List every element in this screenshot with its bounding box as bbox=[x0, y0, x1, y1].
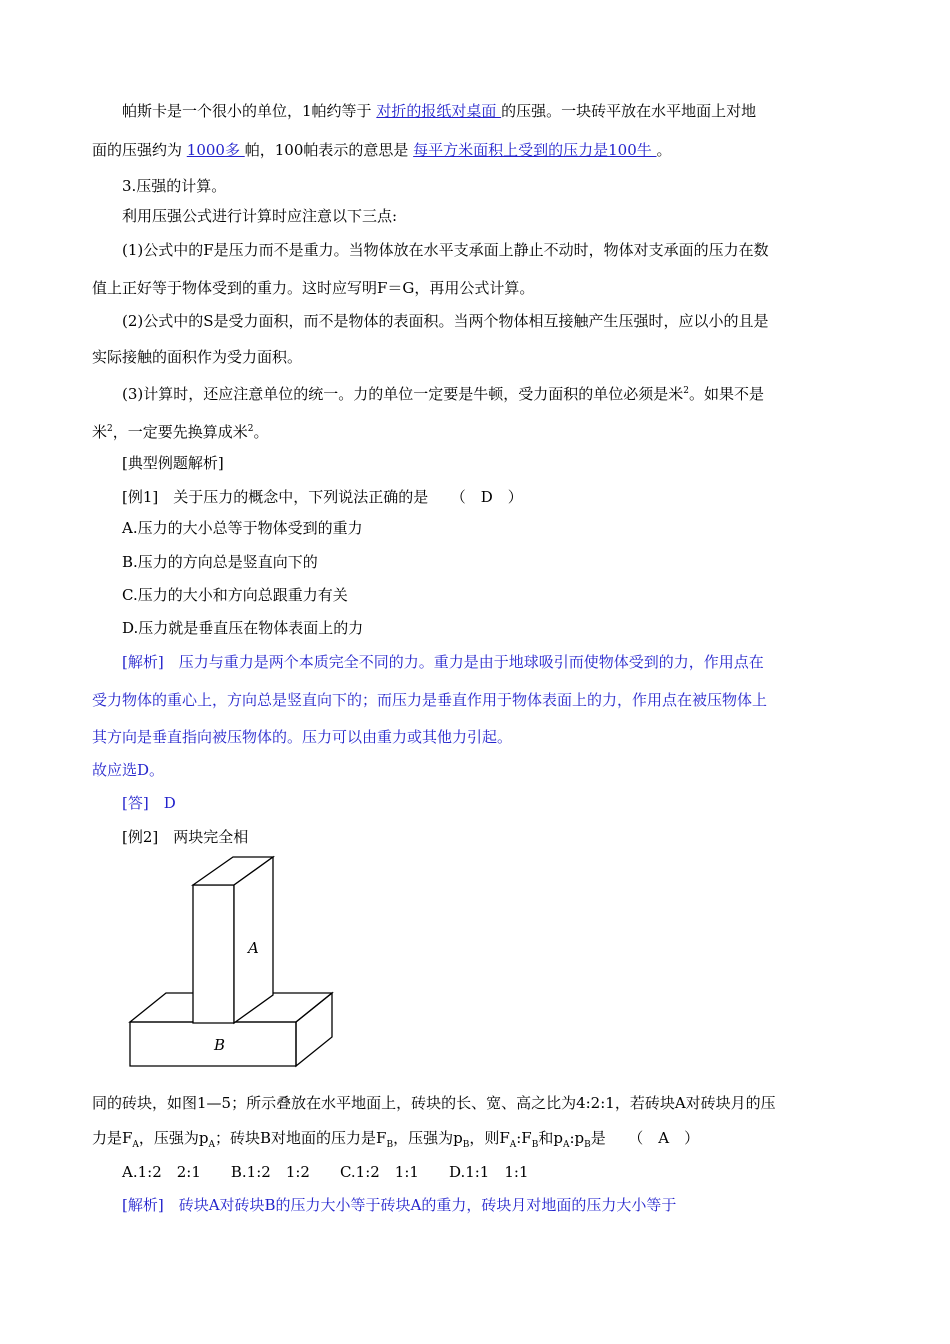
note1-line1: (1)公式中的F是压力而不是重力。当物体放在水平支承面上静止不动时，物体对支承面的压力在数 bbox=[122, 241, 769, 259]
example1-analysis-line1: [解析] 压力与重力是两个本质完全不同的力。重力是由于地球吸引而使物体受到的力，作用点在 bbox=[122, 653, 764, 671]
note2-line2: 实际接触的面积作为受力面积。 bbox=[92, 348, 303, 366]
example2-question-line2: 力是$F_A$，压强为$p_A$；砖块B对地面的压力是$F_B$，压强为$p_B$，则$F_A:F_B$和$p_A:p_B$是 （ A ） bbox=[92, 1129, 700, 1150]
example1-question: [例1] 关于压力的概念中，下列说法正确的是 （ D ） bbox=[122, 488, 523, 506]
note3-line2: 米$^2$，一定要先换算成米$^2$。 bbox=[92, 423, 269, 441]
example2-question-line1: 同的砖块，如图1—5；所示叠放在水平地面上，砖块的长、宽、高之比为4:2:1，若砖块A对砖块月的压 bbox=[92, 1094, 776, 1112]
note2-line1: (2)公式中的S是受力面积，而不是物体的表面积。当两个物体相互接触产生压强时，应以小的且是 bbox=[122, 312, 769, 330]
example1-option-a: A.压力的大小总等于物体受到的重力 bbox=[122, 519, 363, 537]
answer-blank-2: 1000多 bbox=[186, 141, 245, 159]
answer-blank-1: 对折的报纸对桌面 bbox=[376, 102, 502, 120]
example1-option-d: D.压力就是垂直压在物体表面上的力 bbox=[122, 619, 364, 637]
label-a: A bbox=[248, 939, 259, 957]
intro-text: 利用压强公式进行计算时应注意以下三点: bbox=[122, 207, 398, 225]
brick-b-front bbox=[130, 1022, 296, 1066]
paragraph-pascal-line1: 帕斯卡是一个很小的单位，1帕约等于 对折的报纸对桌面 的压强。一块砖平放在水平地面上对地 bbox=[122, 102, 757, 120]
example2-analysis: [解析] 砖块A对砖块B的压力大小等于砖块A的重力，砖块月对地面的压力大小等于 bbox=[122, 1196, 677, 1214]
section-heading-3: 3.压强的计算。 bbox=[122, 177, 227, 195]
examples-heading: [典型例题解析] bbox=[122, 454, 224, 472]
brick-diagram bbox=[118, 852, 338, 1076]
example1-conclusion: 故应选D。 bbox=[92, 761, 165, 779]
label-b: B bbox=[214, 1036, 226, 1054]
brick-a-front bbox=[193, 885, 234, 1023]
example2-question-start: [例2] 两块完全相 bbox=[122, 828, 249, 846]
example1-analysis-line2: 受力物体的重心上，方向总是竖直向下的；而压力是垂直作用于物体表面上的力，作用点在被压物体上 bbox=[92, 691, 768, 709]
example1-option-b: B.压力的方向总是竖直向下的 bbox=[122, 553, 318, 571]
note3-line1: (3)计算时，还应注意单位的统一。力的单位一定要是牛顿，受力面积的单位必须是米$^2$。如果不是 bbox=[122, 385, 765, 403]
note1-line2: 值上正好等于物体受到的重力。这时应写明F＝G，再用公式计算。 bbox=[92, 279, 535, 297]
paragraph-pascal-line2: 面的压强约为 1000多 帕，100帕表示的意思是 每平方米面积上受到的压力是100牛 。 bbox=[92, 141, 672, 159]
example1-option-c: C.压力的大小和方向总跟重力有关 bbox=[122, 586, 348, 604]
example2-options: A.1:2 2:1 B.1:2 1:2 C.1:2 1:1 D.1:1 1:1 bbox=[122, 1163, 529, 1181]
example1-analysis-line3: 其方向是垂直指向被压物体的。压力可以由重力或其他力引起。 bbox=[92, 728, 513, 746]
answer-blank-3: 每平方米面积上受到的压力是100牛 bbox=[413, 141, 657, 159]
brick-b-side bbox=[296, 993, 332, 1066]
example1-answer: [答] D bbox=[122, 794, 176, 812]
